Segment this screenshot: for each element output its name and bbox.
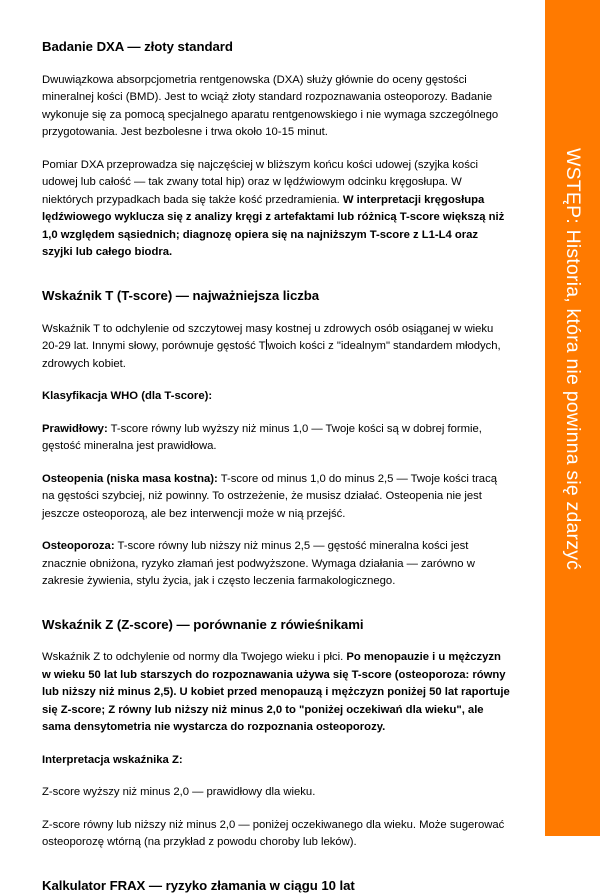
emphasis-text: W interpretacji kręgosłupa lędźwiowego wyklucza się z analizy kręgi z artefaktami lub różnicą T-score większą niż 1,0 względem sąsiednich; diagnozę opiera się na najniższym T-score z L1-L4 oraz szyjki lub całego biodra. bbox=[42, 193, 505, 259]
spacer bbox=[42, 456, 510, 471]
spacer bbox=[42, 305, 510, 321]
section-heading: Kalkulator FRAX — ryzyko złamania w ciągu 10 lat bbox=[42, 877, 355, 893]
paragraph bbox=[42, 649, 510, 737]
paragraph bbox=[42, 321, 510, 374]
spacer bbox=[42, 142, 510, 157]
spacer bbox=[42, 406, 510, 421]
spacer bbox=[42, 591, 510, 616]
spacer bbox=[42, 262, 510, 287]
body-text: Wskaźnik T to odchylenie od szczytowej masy kostnej u zdrowych osób osiąganej w wieku 20-29 lat. Innymi słowy, porównuje gęstość T bbox=[42, 322, 494, 353]
body-text: Wskaźnik Z to odchylenie od normy dla Twojego wieku i płci. bbox=[42, 651, 347, 664]
classification-item bbox=[42, 421, 510, 456]
body-text: T-score równy lub wyższy niż minus 1,0 — Twoje kości są w dobrej formie, gęstość mineralna jest prawidłowa. bbox=[42, 422, 482, 453]
body-text: Z-score wyższy niż minus 2,0 — prawidłowy dla wieku. bbox=[42, 786, 316, 799]
spacer bbox=[42, 737, 510, 752]
classification-item bbox=[42, 817, 510, 852]
emphasis-text: Prawidłowy: bbox=[42, 422, 108, 435]
classification-item bbox=[42, 471, 510, 524]
body-text: woich kości z "idealnym" standardem młodych, zdrowych kobiet. bbox=[42, 340, 501, 370]
body-text: T-score równy lub niższy niż minus 2,5 — gęstość mineralna kości jest znacznie obniżona, ryzyko złamań jest podwyższone. Wymaga działania — zarówno w zakresie żywienia, stylu życia, jak i często leczenia farmakologicznego. bbox=[42, 540, 475, 588]
spacer bbox=[42, 373, 510, 388]
spacer bbox=[42, 523, 510, 538]
body-text: Dwuwiązkowa absorpcjometria rentgenowska (DXA) służy głównie do oceny gęstości mineralnej kości (BMD). Jest to wciąż złoty standard rozpoznawania osteoporozy. Badanie wykonuje się za pomocą specjalnego aparatu rentgenowskiego i nie wymaga szczególnego przygotowania. Jest bezbolesne i trwa około 10-15 minut. bbox=[42, 73, 499, 139]
body-text: Z-score równy lub niższy niż minus 2,0 — poniżej oczekiwanego dla wieku. Może sugerować osteoporozę wtórną (na przykład z powodu choroby lub leków). bbox=[42, 818, 505, 849]
chapter-side-tab-label: WSTĘP: Historia, która nie powinna się zdarzyć bbox=[562, 148, 584, 571]
spacer bbox=[42, 852, 510, 877]
classification-item bbox=[42, 784, 510, 802]
spacer bbox=[42, 802, 510, 817]
classification-item bbox=[42, 538, 510, 591]
spacer bbox=[42, 633, 510, 649]
spacer bbox=[42, 56, 510, 72]
paragraph bbox=[42, 157, 510, 262]
section-heading: Wskaźnik Z (Z-score) — porównanie z rówieśnikami bbox=[42, 616, 364, 632]
chapter-side-tab bbox=[545, 0, 600, 836]
spacer bbox=[42, 769, 510, 784]
emphasis-text: Po menopauzie i u mężczyzn w wieku 50 lat lub starszych do rozpoznawania używa się T-score (osteoporoza: równy lub niższy niż minus 2,5). U kobiet przed menopauzą i mężczyzn poniżej 50 lat raportuje się Z-score; Z równy lub niższy niż minus 2,0 to "poniżej oczekiwań dla wieku", ale sama densytometria nie wystarcza do rozpoznania osteoporozy. bbox=[42, 651, 510, 734]
section-heading: Wskaźnik T (T-score) — najważniejsza liczba bbox=[42, 287, 320, 303]
subheading: Klasyfikacja WHO (dla T-score): bbox=[42, 390, 213, 403]
section-heading: Badanie DXA — złoty standard bbox=[42, 39, 233, 54]
body-text: Pomiar DXA przeprowadza się najczęściej w bliższym końcu kości udowej (szyjka kości udowej lub całość — tak zwany total hip) oraz w lędźwiowym odcinku kręgosłupa. W niektórych przypadkach bada się także kość przedramienia. bbox=[42, 158, 478, 206]
document-body bbox=[42, 38, 510, 895]
emphasis-text: Osteoporoza: bbox=[42, 540, 115, 553]
emphasis-text: Osteopenia (niska masa kostna): bbox=[42, 472, 218, 485]
subheading: Interpretacja wskaźnika Z: bbox=[42, 753, 183, 766]
body-text: T-score od minus 1,0 do minus 2,5 — Twoje kości tracą na gęstości szybciej, niż powinny. To ostrzeżenie, że musisz działać. Osteopenia nie jest jeszcze osteoporozą, ale bez interwencji może w nią przejść. bbox=[42, 472, 497, 520]
paragraph bbox=[42, 72, 510, 142]
